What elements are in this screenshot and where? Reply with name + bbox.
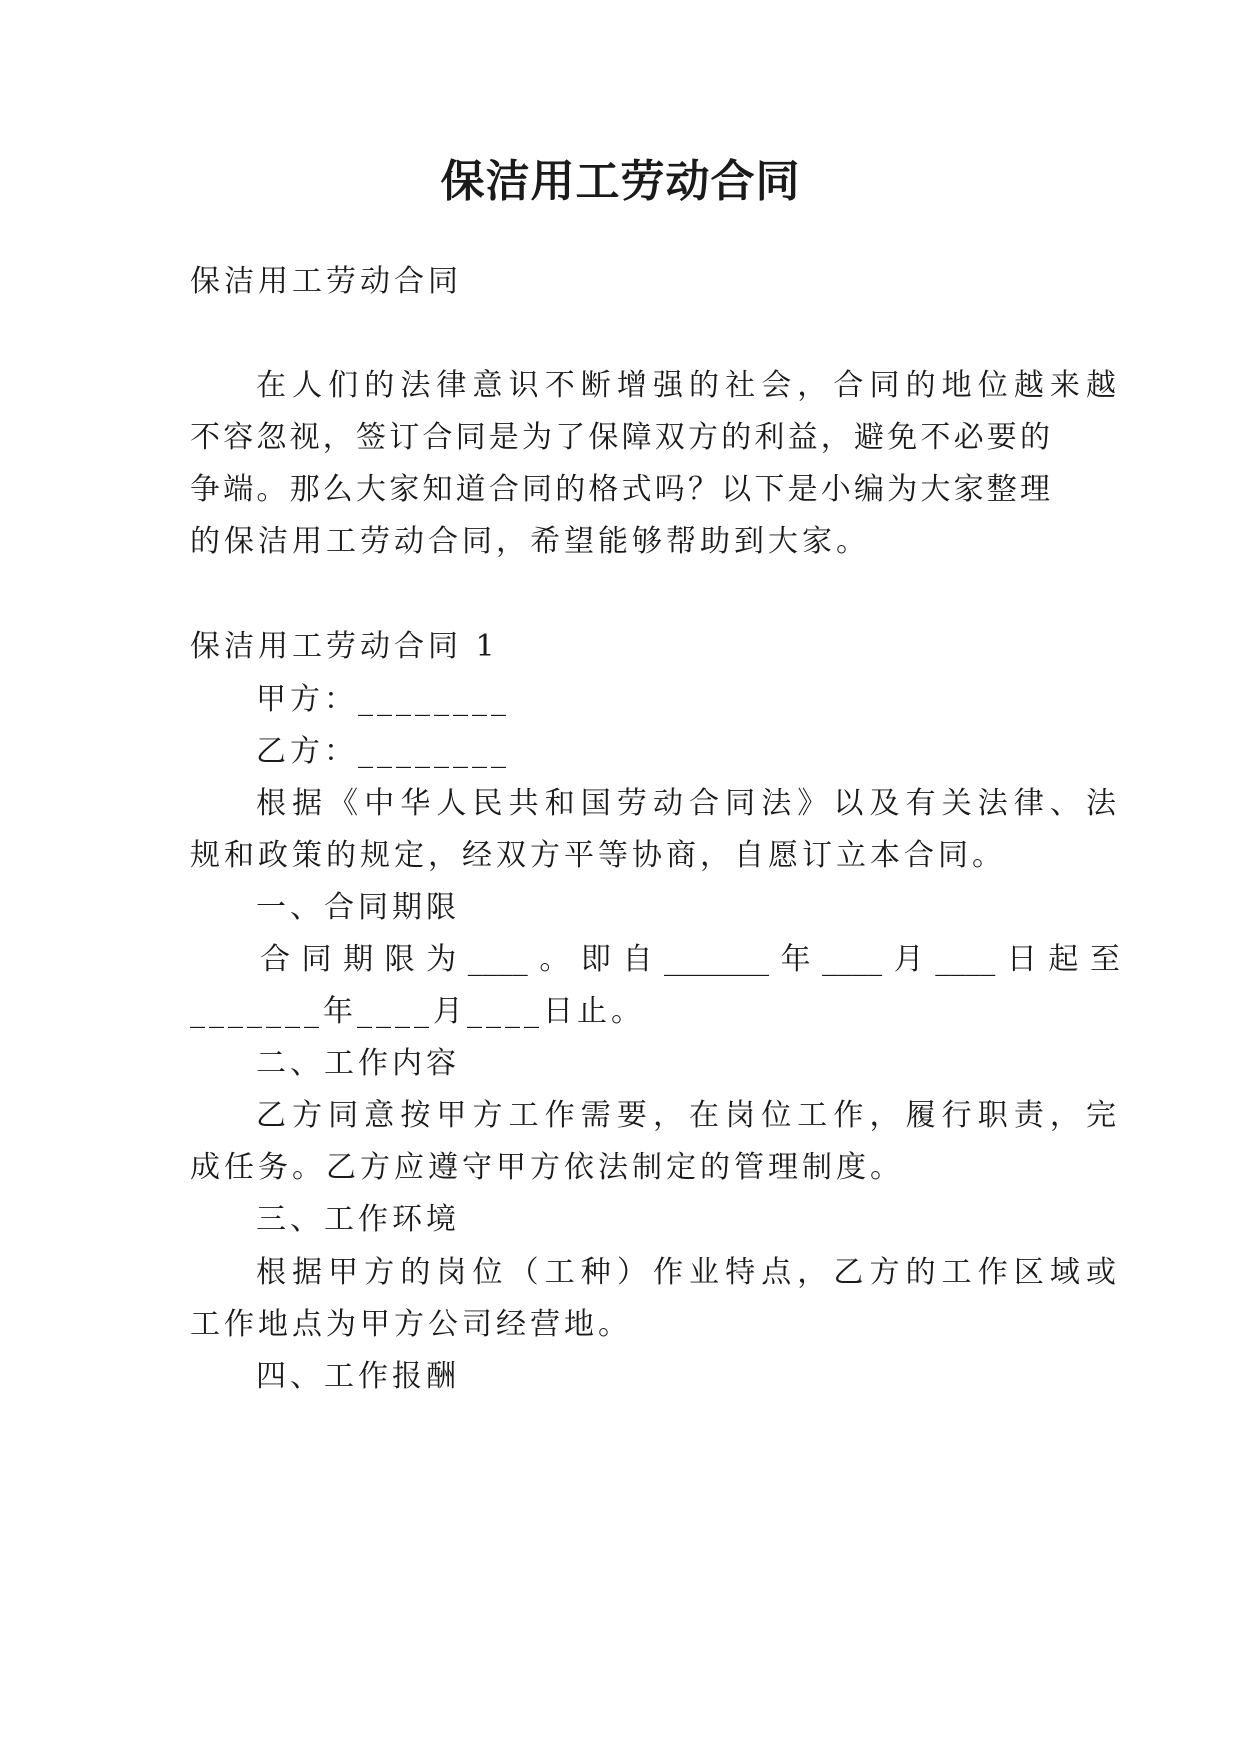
section-work-environment-line: 工作地点为甲方公司经营地。 (190, 1307, 632, 1342)
section-title-work-content: 二、工作内容 (256, 1046, 460, 1081)
contract-heading: 保洁用工劳动合同 1 (190, 629, 499, 664)
section-term-line: 合同期限为____。即自_______年____月____日起至 (260, 942, 1120, 977)
section-title-work-environment: 三、工作环境 (256, 1202, 460, 1237)
document-title: 保洁用工劳动合同 (440, 156, 801, 207)
section-work-environment-line: 根据甲方的岗位（工种）作业特点，乙方的工作区域或 (256, 1255, 1116, 1290)
section-term-line: _______年____月____日止。 (190, 994, 645, 1029)
intro-line: 在人们的法律意识不断增强的社会，合同的地位越来越 (256, 368, 1116, 403)
intro-line: 的保洁用工劳动合同，希望能够帮助到大家。 (190, 524, 870, 559)
basis-line: 规和政策的规定，经双方平等协商，自愿订立本合同。 (190, 838, 1006, 873)
document-subtitle: 保洁用工劳动合同 (190, 264, 462, 299)
party-a-field: 甲方：________ (256, 682, 510, 717)
section-title-remuneration: 四、工作报酬 (256, 1359, 460, 1394)
section-work-content-line: 成任务。乙方应遵守甲方依法制定的管理制度。 (190, 1150, 904, 1185)
section-title-term: 一、合同期限 (256, 890, 460, 925)
intro-line: 争端。那么大家知道合同的格式吗？以下是小编为大家整理 (190, 472, 1050, 507)
party-b-field: 乙方：________ (256, 734, 510, 769)
intro-line: 不容忽视，签订合同是为了保障双方的利益，避免不必要的 (190, 420, 1050, 455)
basis-line: 根据《中华人民共和国劳动合同法》以及有关法律、法 (256, 786, 1116, 821)
section-work-content-line: 乙方同意按甲方工作需要，在岗位工作，履行职责，完 (256, 1098, 1116, 1133)
